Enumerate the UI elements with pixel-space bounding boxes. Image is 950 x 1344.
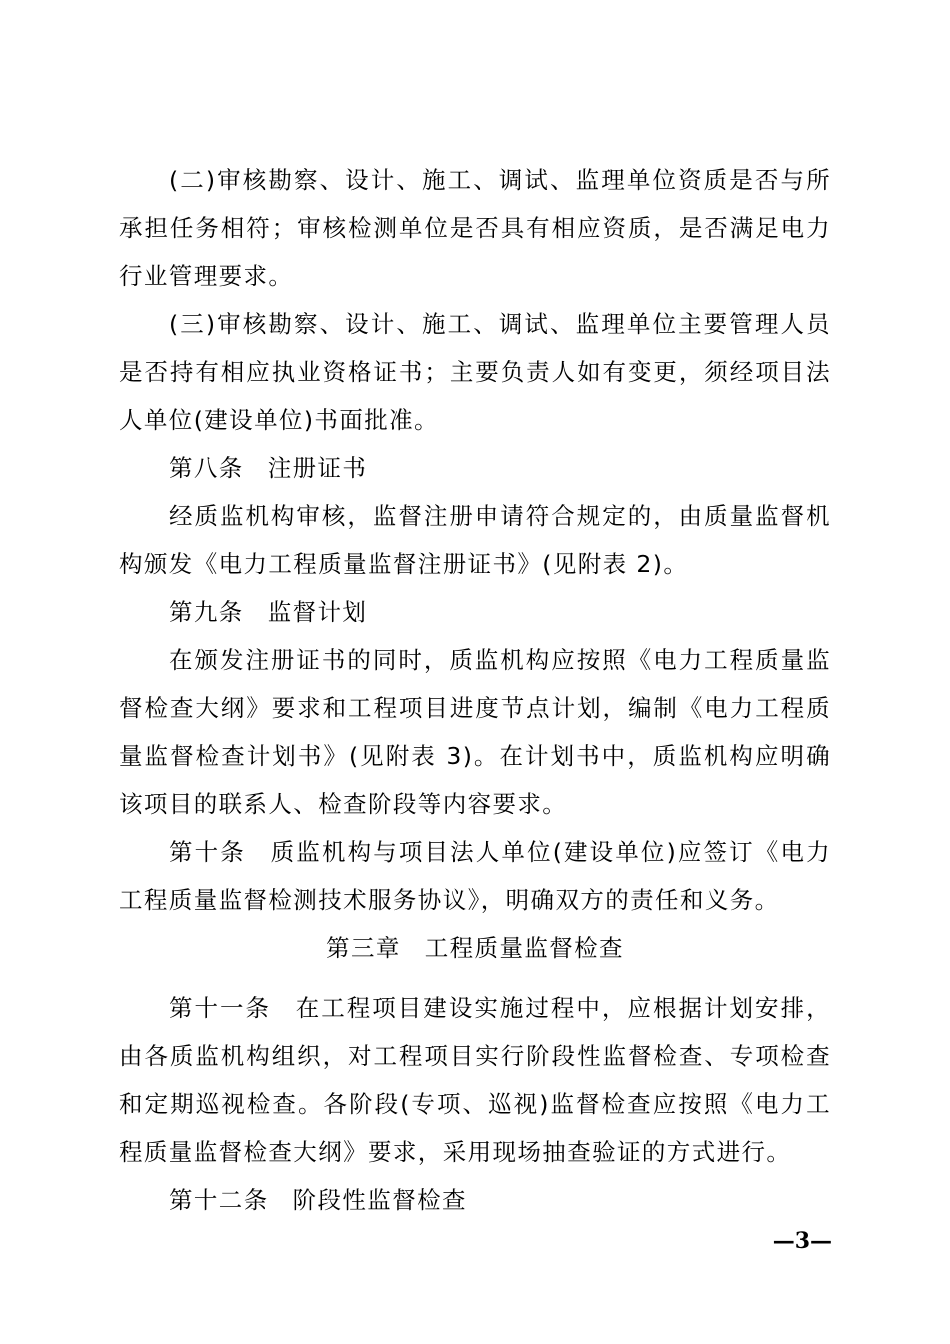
chapter-3-number: 第三章 (326, 934, 401, 962)
document-body (119, 156, 831, 1224)
paragraph-review-qualification: (二)审核勘察、设计、施工、调试、监理单位资质是否与所承担任务相符；审核检测单位是否具有相应资质，是否满足电力行业管理要求。 (119, 166, 831, 290)
article-10-body: 质监机构与项目法人单位(建设单位)应签订《电力工程质量监督检测技术服务协议》，明确双方的责任和义务。 (119, 838, 831, 914)
article-11-paragraph (119, 984, 831, 1176)
article-12-heading (119, 1176, 831, 1224)
article-9-title: 监督计划 (267, 598, 368, 626)
article-11-body: 在工程项目建设实施过程中，应根据计划安排，由各质监机构组织，对工程项目实行阶段性监督检查、专项检查和定期巡视检查。各阶段(专项、巡视)监督检查应按照《电力工程质量监督检查大纲》要求，采用现场抽查验证的方式进行。 (119, 994, 831, 1166)
paragraph-supervision-plan: 在颁发注册证书的同时，质监机构应按照《电力工程质量监督检查大纲》要求和工程项目进度节点计划，编制《电力工程质量监督检查计划书》(见附表 3)。在计划书中，质监机构应明确该项目的联系人、检查阶段等内容要求。 (119, 646, 831, 818)
article-10-number: 第十条 (169, 838, 246, 866)
paragraph-registration-certificate: 经质监机构审核，监督注册申请符合规定的，由质量监督机构颁发《电力工程质量监督注册证书》(见附表 2)。 (119, 502, 831, 578)
chapter-3-heading (119, 924, 831, 972)
chapter-3-title: 工程质量监督检查 (424, 934, 624, 962)
article-8-number: 第八条 (169, 454, 244, 482)
page-number: —3— (772, 1228, 832, 1254)
paragraph-review-personnel: (三)审核勘察、设计、施工、调试、监理单位主要管理人员是否持有相应执业资格证书；主要负责人如有变更，须经项目法人单位(建设单位)书面批准。 (119, 310, 831, 434)
article-11-number: 第十一条 (169, 994, 272, 1022)
article-9-heading (119, 588, 831, 636)
article-10-paragraph (119, 828, 831, 924)
article-12-title: 阶段性监督检查 (292, 1186, 467, 1214)
article-8-title: 注册证书 (267, 454, 368, 482)
article-12-number: 第十二条 (169, 1186, 269, 1214)
article-9-number: 第九条 (169, 598, 244, 626)
article-8-heading (119, 444, 831, 492)
